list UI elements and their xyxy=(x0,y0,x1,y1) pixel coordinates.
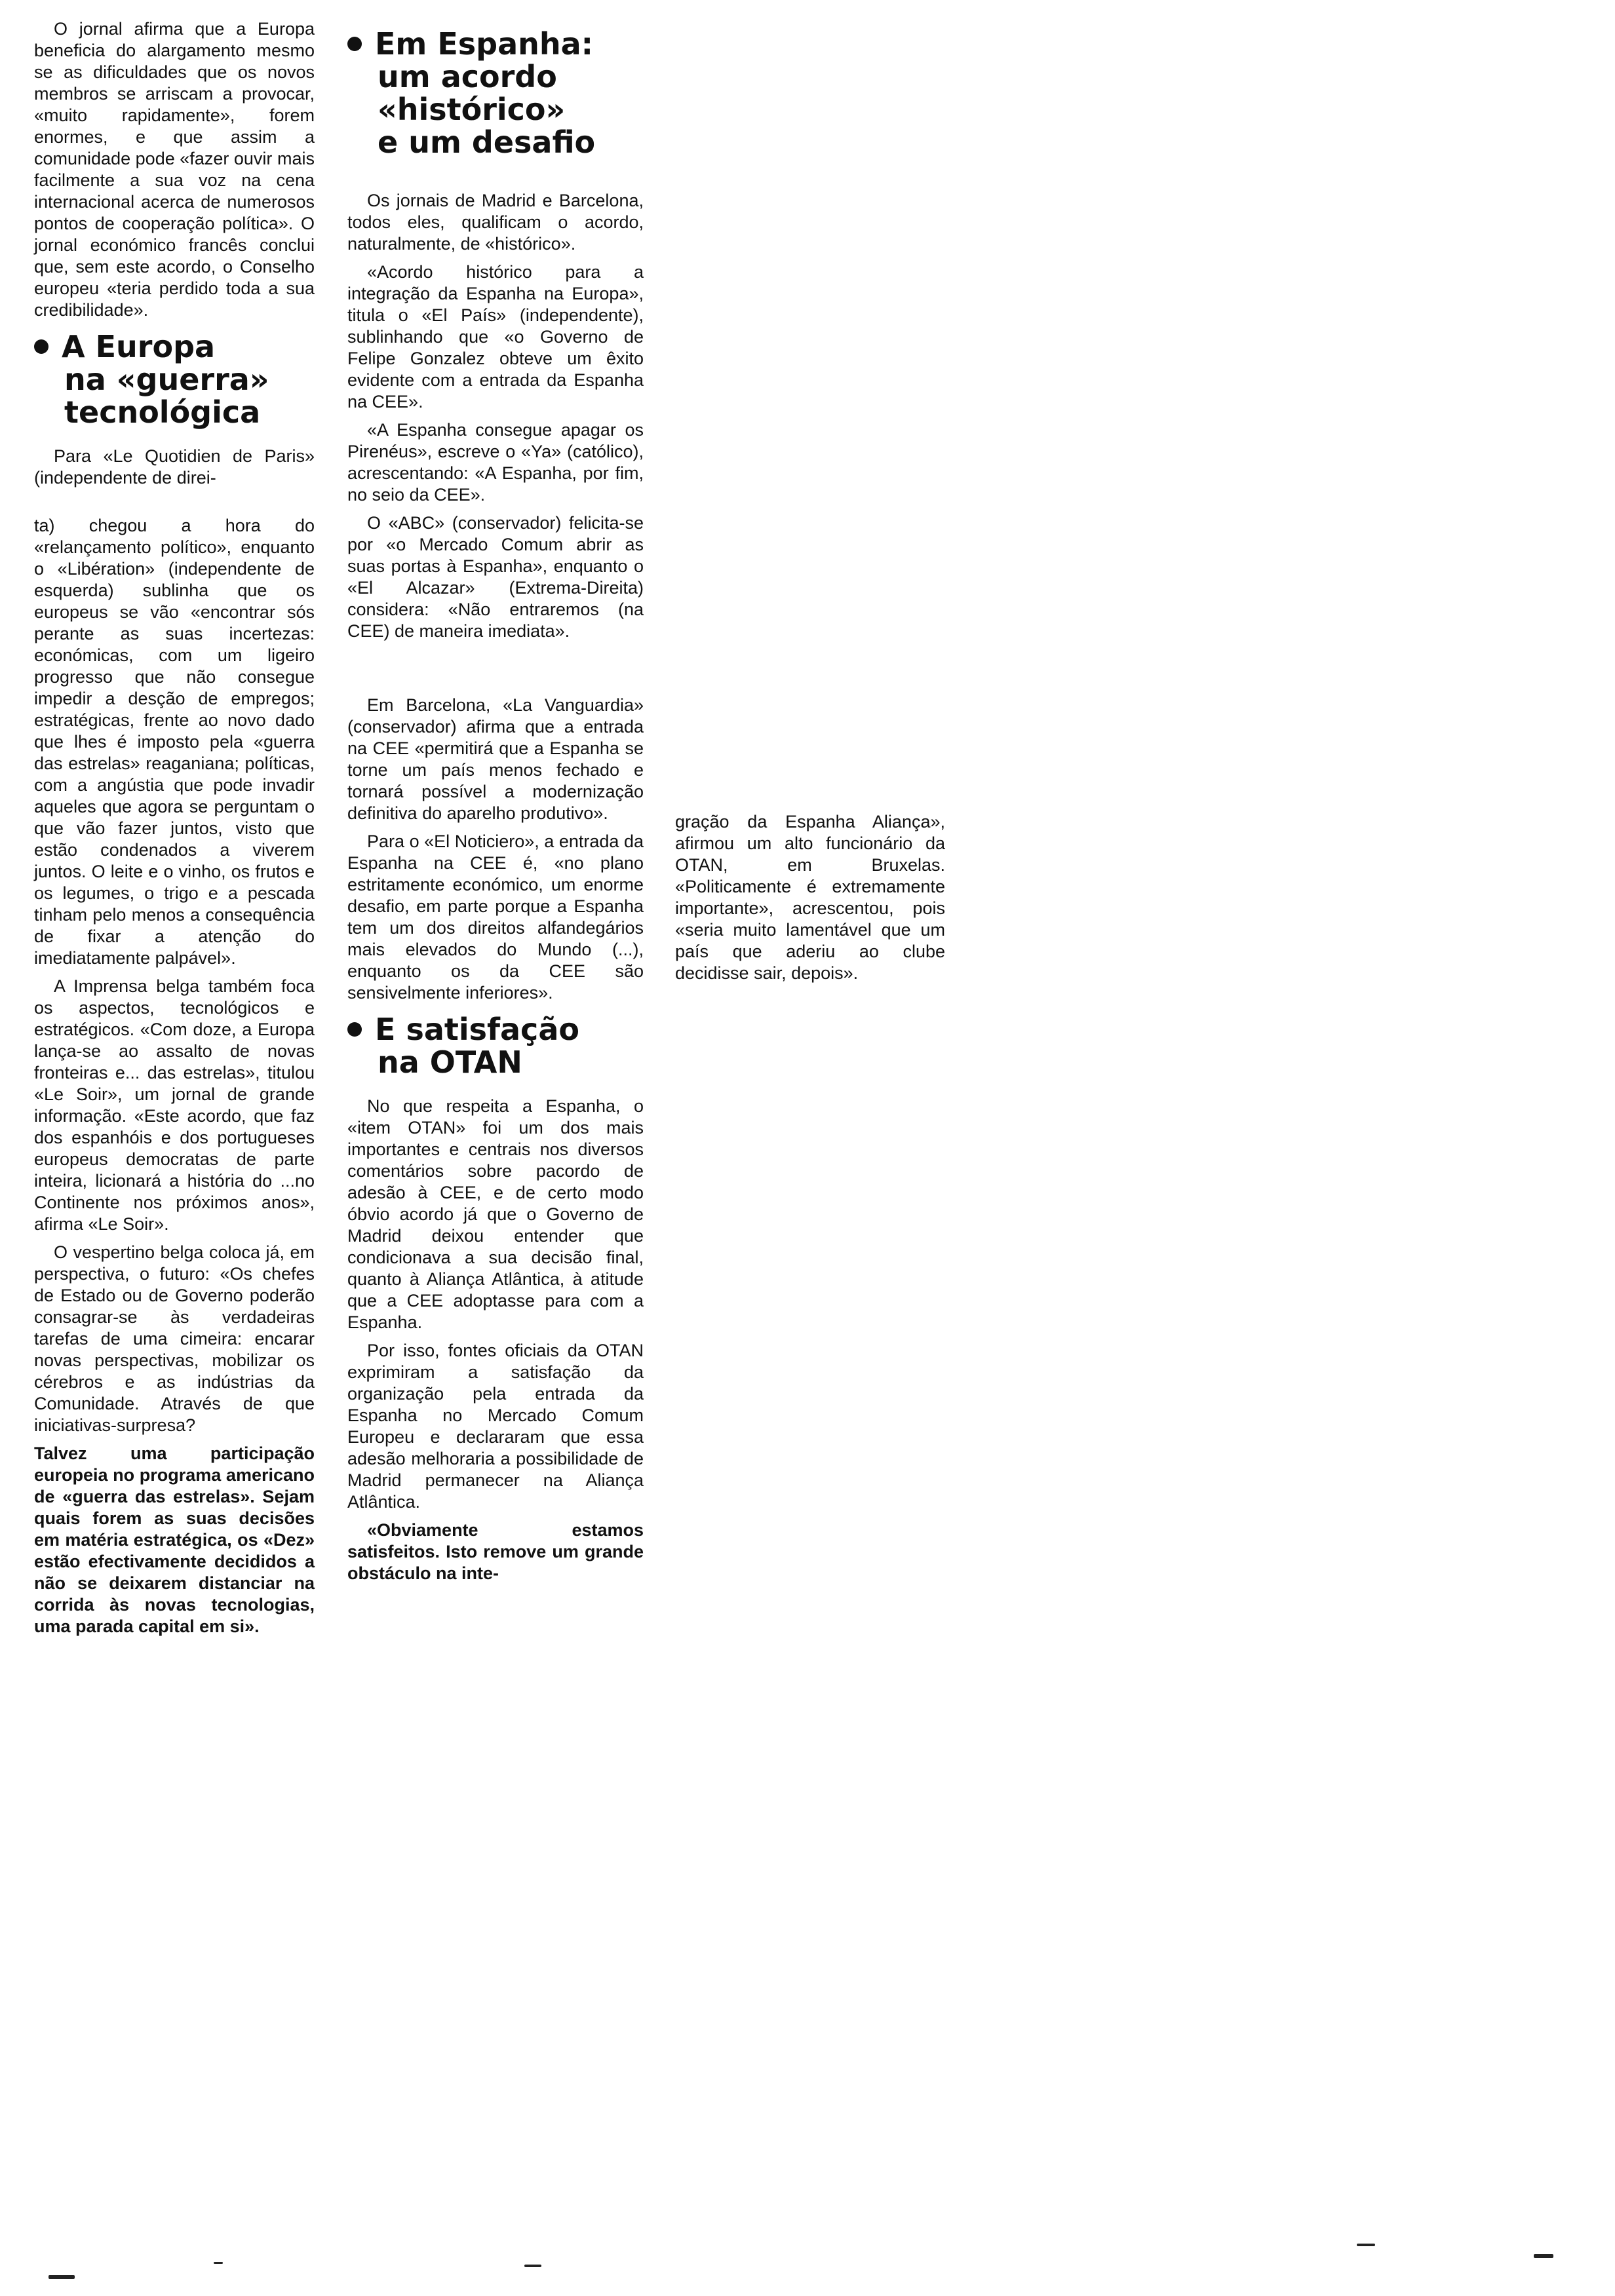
article-paragraph: «Acordo histórico para a integração da Espanha na Europa», titula o «El País» (independente), sublinhando que «o Governo de Felipe Gonzalez obteve um êxito evidente com a entrada da Espanha na CEE». xyxy=(347,262,644,411)
article-paragraph: O vespertino belga coloca já, em perspectiva, o futuro: «Os chefes de Estado ou de Governo poderão consagrar-se às verdadeiras tarefas de uma cimeira: encarar novas perspectivas, mobilizar os cérebros e as indústrias da Comunidade. Através de que iniciativas-surpresa? xyxy=(34,1242,315,1435)
column-2 xyxy=(347,18,644,1591)
heading-line: um acordo xyxy=(378,59,557,94)
heading-line: na OTAN xyxy=(378,1044,522,1080)
article-paragraph: Para o «El Noticiero», a entrada da Espanha na CEE é, «no plano estritamente económico, um enorme desafio, em parte porque a Espanha tem um dos direitos alfandegários mais elevados do Mundo (...), enquanto os da CEE são sensivelmente inferiores». xyxy=(347,832,644,1003)
heading-line: na «guerra» xyxy=(64,362,269,397)
heading-line: Em Espanha: xyxy=(375,26,594,62)
article-paragraph: A Imprensa belga também foca os aspectos, tecnológicos e estratégicos. «Com doze, a Europa lança-se ao assalto de novas fronteiras e... das estrelas», titulou «Le Soir», um jornal de grande informação. «Este acordo, que faz dos espanhóis e dos portugueses europeus democratas de parte inteira, licionará a história do ...no Continente nos próximos anos», afirma «Le Soir». xyxy=(34,976,315,1234)
scan-speck xyxy=(214,2262,223,2264)
bullet-icon xyxy=(347,1022,362,1037)
column-3 xyxy=(675,811,945,991)
scan-speck xyxy=(1534,2254,1553,2258)
heading-line: A Europa xyxy=(62,329,216,364)
heading-line: «histórico» xyxy=(378,92,566,127)
bullet-icon xyxy=(34,339,49,354)
article-paragraph: Por isso, fontes oficiais da OTAN exprimiram a satisfação da organização pela entrada da Espanha no Mercado Comum Europeu e declararam que essa adesão melhoraria a possibilidade de Madrid permanecer na Aliança Atlântica. xyxy=(347,1341,644,1512)
section-heading-europa xyxy=(34,330,315,429)
scan-speck xyxy=(524,2265,541,2267)
article-paragraph: No que respeita a Espanha, o «item OTAN» foi um dos mais importantes e centrais nos diversos comentários sobre pacordo de adesão à CEE, e de certo modo óbvio acordo já que o Governo de Madrid deixou entender que condicionava a sua decisão final, quanto à Aliança Atlântica, à atitude que a CEE adoptasse para com a Espanha. xyxy=(347,1096,644,1332)
article-paragraph: gração da Espanha Aliança», afirmou um alto funcionário da OTAN, em Bruxelas. «Politicamente é extremamente importante», acrescentou, pois «seria muito lamentável que um país que aderiu ao clube decidisse sair, depois». xyxy=(675,812,945,983)
heading-line: E satisfação xyxy=(375,1012,579,1047)
column-break xyxy=(34,495,315,515)
article-paragraph: «Obviamente estamos satisfeitos. Isto remove um grande obstáculo na inte- xyxy=(347,1520,644,1583)
article-paragraph: O «ABC» (conservador) felicita-se por «o Mercado Comum abrir as suas portas à Espanha», enquanto o «El Alcazar» (Extrema-Direita) considera: «Não entraremos (na CEE) de maneira imediata». xyxy=(347,513,644,641)
scan-speck xyxy=(1357,2244,1375,2246)
article-paragraph: ta) chegou a hora do «relançamento político», enquanto o «Libération» (independente de esquerda) sublinha que os europeus se vão «encontrar sós perante as suas incertezas: económicas, com um ligeiro progresso que não consegue impedir a desção de empregos; estratégicas, frente ao novo dado que lhes é imposto pela «guerra das estrelas» reaganiana; políticas, com a angústia que pode invadir aqueles que agora se perguntam o que vão fazer juntos, visto que estão condenados a viverem juntos. O leite e o vinho, os frutos e os legumes, o trigo e a pescada tinham pelo menos a consequência de fixar a atenção do imediatamente palpável». xyxy=(34,516,315,968)
article-paragraph: «A Espanha consegue apagar os Pirenéus», escreve o «Ya» (católico), acrescentando: «A Espanha, por fim, no seio da CEE». xyxy=(347,420,644,505)
column-break xyxy=(347,649,644,695)
article-paragraph: Em Barcelona, «La Vanguardia» (conservador) afirma que a entrada na CEE «permitirá que a Espanha se torne um país menos fechado e tornará possível a modernização definitiva do aparelho produtivo». xyxy=(347,695,644,823)
section-heading-otan xyxy=(347,1013,644,1079)
bullet-icon xyxy=(347,37,362,51)
article-paragraph: Talvez uma participação europeia no programa americano de «guerra das estrelas». Sejam quais forem as suas decisões em matéria estratégica, os «Dez» estão efectivamente decididos a não se deixarem distanciar na corrida às novas tecnologias, uma parada capital em si». xyxy=(34,1444,315,1636)
section-heading-espanha xyxy=(347,28,644,159)
scan-speck xyxy=(49,2275,75,2279)
heading-line: e um desafio xyxy=(378,124,596,160)
heading-line: tecnológica xyxy=(64,394,261,430)
column-1 xyxy=(34,18,315,1644)
article-paragraph: Os jornais de Madrid e Barcelona, todos eles, qualificam o acordo, naturalmente, de «histórico». xyxy=(347,191,644,254)
article-paragraph: Para «Le Quotidien de Paris» (independente de direi- xyxy=(34,446,315,488)
article-paragraph: O jornal afirma que a Europa beneficia do alargamento mesmo se as dificuldades que os novos membros se arriscam a provocar, «muito rapidamente», forem enormes, e que assim a comunidade pode «fazer ouvir mais facilmente a sua voz na cena internacional acerca de numerosos pontos de cooperação política». O jornal económico francês conclui que, sem este acordo, o Conselho europeu «teria perdido toda a sua credibilidade». xyxy=(34,19,315,320)
